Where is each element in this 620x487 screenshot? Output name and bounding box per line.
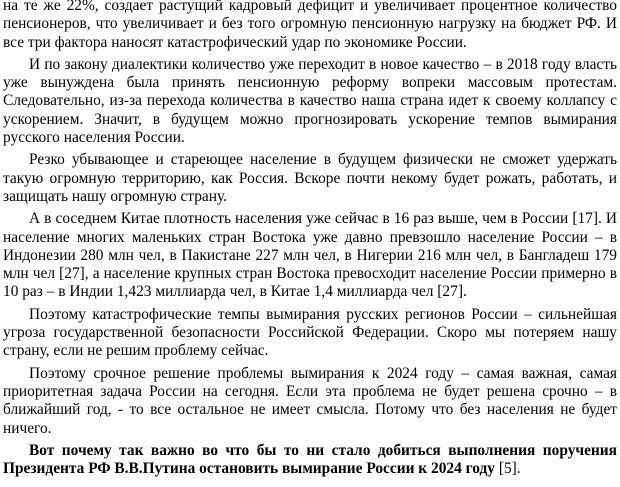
paragraph-closing: [3, 442, 617, 479]
paragraph-urgent-solution: Поэтому срочное решение проблемы вымирания к 2024 году – самая важная, самая приоритетная задача России на сегодня. Если эта проблема не будет решена срочно – в ближайший год, - то все остальное не имеет смысла. Потому что без населения не будет ничего.: [3, 364, 617, 437]
paragraph-population-comparison: А в соседнем Китае плотность населения уже сейчас в 16 раз выше, чем в России [17]. И население многих маленьких стран Востока уже давно превзошло население России – в Индонезии 280 млн чел, в Пакистане 227 млн чел, в Нигерии 216 млн чел, в Бангладеш 179 млн чел [27], а население крупных стран Востока превосходит население России примерно в 10 раз – в Индии 1,423 миллиарда чел, в Китае 1,4 миллиарда чел [27].: [3, 210, 617, 301]
paragraph-dialectics: И по закону диалектики количество уже переходит в новое качество – в 2018 году власть уже вынуждена была принять пенсионную реформу вопреки массовым протестам. Следовательно, из-за перехода количества в качество наша страна идет к своему коллапсу с ускорением. Значит, в будущем можно прогнозировать ускорение темпов вымирания русского населения России.: [3, 55, 617, 147]
closing-reference: [5].: [495, 460, 521, 478]
paragraph-pension-burden: на те же 22%, создает растущий кадровый дефицит и увеличивает процентное количество пенсионеров, что увеличивает и без того огромную пенсионную нагрузку на бюджет РФ. И все три фактора наносят катастрофический удар по экономике России.: [3, 0, 617, 51]
paragraph-security-threat: Поэтому катастрофические темпы вымирания русских регионов России – сильнейшая угроза государственной безопасности Российской Федерации. Скоро мы потеряем нашу страну, если не решим проблему сейчас.: [3, 305, 617, 360]
closing-bold-text: Вот почему так важно во что бы то ни стало добиться выполнения поручения Президента РФ В.В.Путина остановить вымирание России к 2024 году: [3, 441, 617, 478]
paragraph-territory: Резко убывающее и стареющее население в будущем физически не сможет удержать такую огромную территорию, как Россия. Вскоре почти некому будет рожать, работать, и защищать нашу огромную страну.: [3, 151, 617, 205]
